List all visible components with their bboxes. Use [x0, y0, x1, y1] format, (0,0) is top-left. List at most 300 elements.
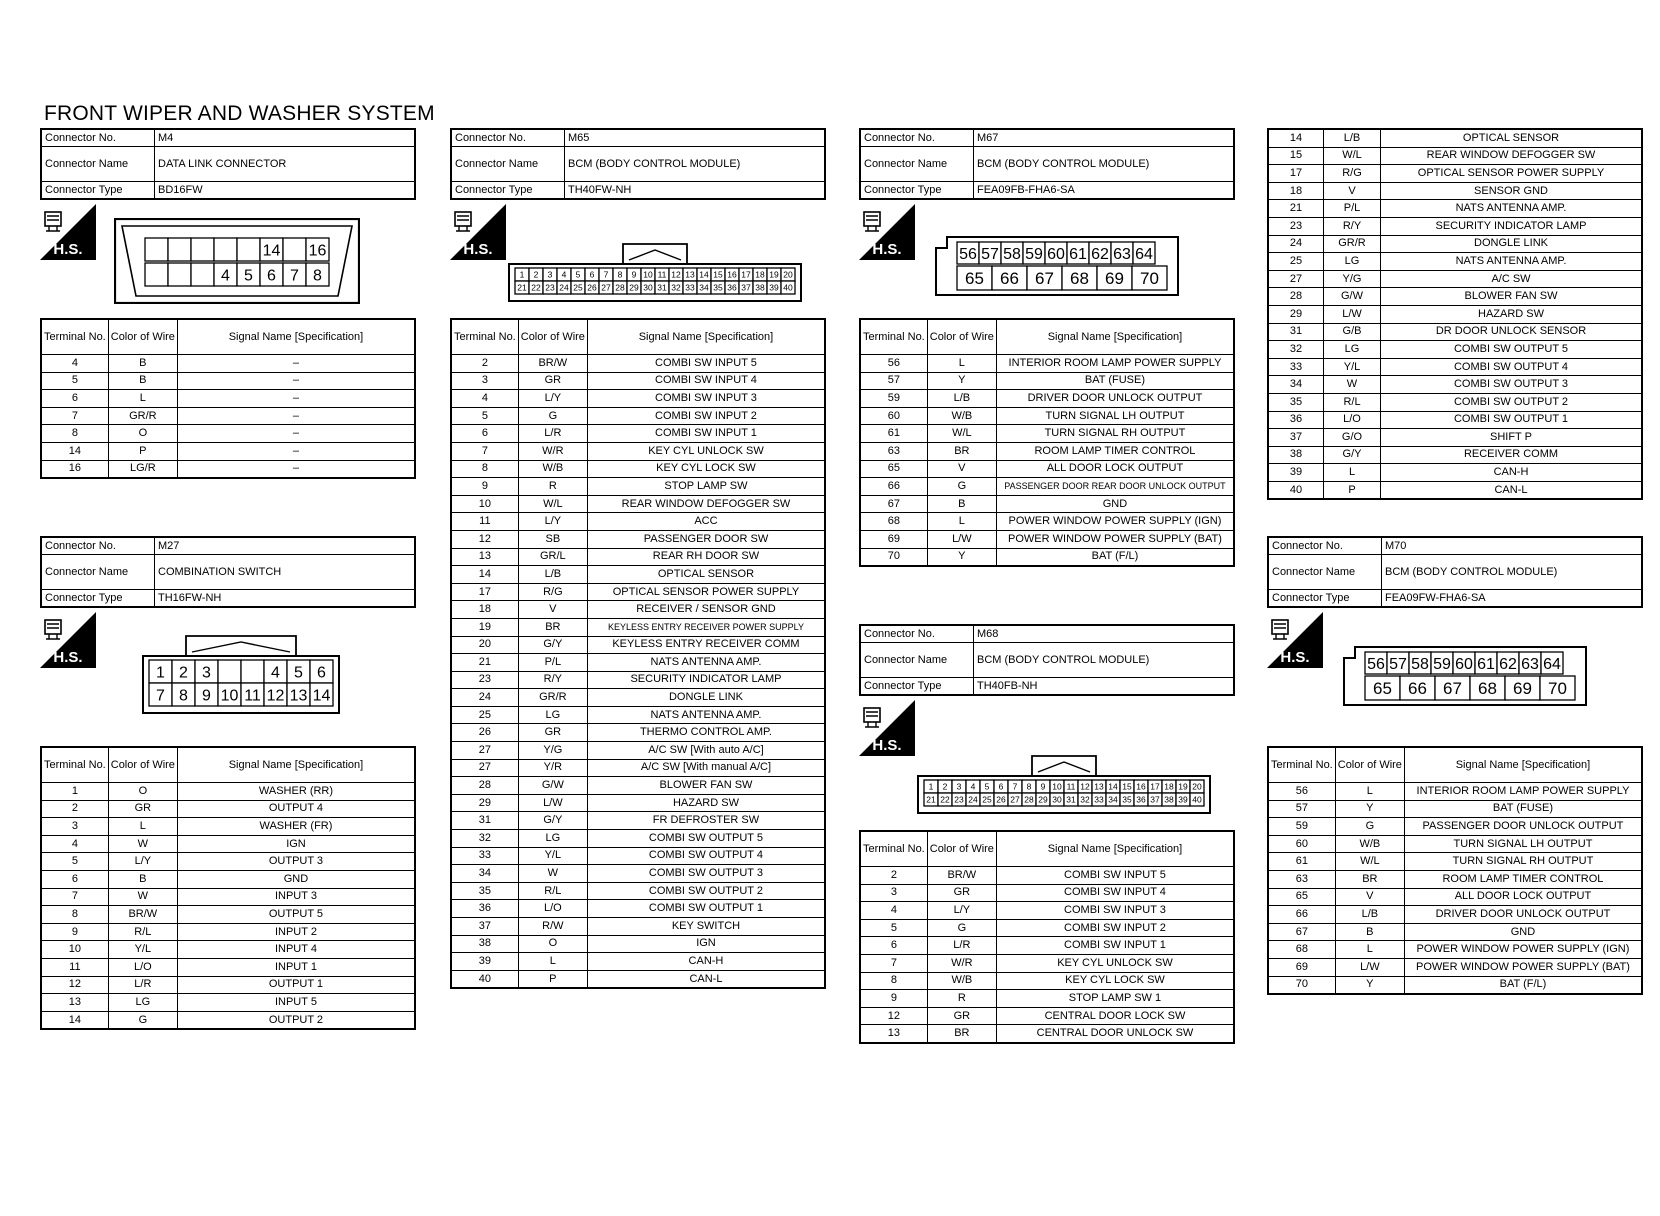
signal-name-cell: CAN-H: [1381, 464, 1643, 482]
signal-name-cell: INPUT 5: [177, 994, 415, 1012]
table-row: [41, 941, 415, 959]
wire-color-cell: L/B: [1324, 129, 1381, 147]
connector-type-label: Connector Type: [860, 182, 974, 200]
terminal-no-cell: 17: [451, 583, 518, 601]
connector-type-value: TH40FB-NH: [974, 678, 1235, 696]
hs-badge-icon: [450, 204, 506, 260]
pin-cavity: [214, 238, 237, 261]
table-row: [1268, 941, 1642, 959]
wire-color-cell: LG: [1324, 341, 1381, 359]
table-row: [451, 460, 825, 478]
signal-name-cell: –: [177, 372, 415, 390]
table-row: [451, 724, 825, 742]
wire-color-cell: LG: [518, 830, 587, 848]
signal-name-cell: TURN SIGNAL RH OUTPUT: [1404, 853, 1642, 871]
connector-name-value: BCM (BODY CONTROL MODULE): [974, 147, 1235, 182]
signal-name-cell: CENTRAL DOOR UNLOCK SW: [996, 1025, 1234, 1043]
terminal-no-cell: 4: [451, 390, 518, 408]
color-of-wire-header: Color of Wire: [108, 747, 177, 783]
pin-number: 7: [603, 269, 609, 280]
signal-name-cell: COMBI SW INPUT 5: [587, 355, 825, 373]
pin-cavity: [191, 263, 214, 286]
terminal-no-cell: 12: [41, 976, 108, 994]
terminal-no-cell: 3: [860, 884, 927, 902]
connector-no-label: Connector No.: [860, 625, 974, 643]
wire-color-cell: V: [927, 460, 996, 478]
wire-color-cell: L/W: [927, 530, 996, 548]
table-row: [860, 884, 1234, 902]
wire-color-cell: L: [1335, 941, 1404, 959]
wire-color-cell: BR/W: [108, 906, 177, 924]
terminal-no-cell: 7: [41, 407, 108, 425]
signal-name-cell: STOP LAMP SW: [587, 478, 825, 496]
pin-number: 15: [713, 269, 723, 280]
terminal-no-cell: 8: [451, 460, 518, 478]
pin-number: 28: [1024, 794, 1034, 805]
signal-name-cell: ALL DOOR LOCK OUTPUT: [1404, 888, 1642, 906]
terminal-no-cell: 29: [1268, 305, 1324, 323]
connector-type-value: TH16FW-NH: [155, 590, 416, 608]
terminal-no-cell: 18: [451, 601, 518, 619]
terminal-no-cell: 31: [1268, 323, 1324, 341]
pin-number: 9: [631, 269, 637, 280]
pin-number: 8: [179, 687, 188, 705]
pin-cavity: [237, 238, 260, 261]
wire-color-cell: B: [108, 870, 177, 888]
signal-name-cell: COMBI SW OUTPUT 4: [587, 847, 825, 865]
hs-badge-icon: [859, 204, 915, 260]
pin-number: 60: [1455, 655, 1473, 673]
signal-name-cell: DRIVER DOOR UNLOCK OUTPUT: [1404, 906, 1642, 924]
wire-color-cell: L: [108, 390, 177, 408]
pin-number: 64: [1543, 655, 1561, 673]
wire-color-cell: L/R: [927, 937, 996, 955]
connector-no-label: Connector No.: [41, 129, 155, 147]
pin-number: 6: [267, 267, 276, 285]
terminal-no-cell: 7: [451, 442, 518, 460]
pin-number: 25: [982, 794, 992, 805]
pin-number: 68: [1478, 679, 1497, 698]
pin-number: 5: [984, 781, 990, 792]
signal-name-cell: A/C SW: [1381, 270, 1643, 288]
wire-color-cell: G: [927, 919, 996, 937]
pin-number: 67: [1035, 269, 1054, 288]
connector-type-value: FEA09FW-FHA6-SA: [1382, 590, 1643, 608]
terminal-no-cell: 56: [860, 355, 927, 373]
terminal-no-cell: 19: [451, 618, 518, 636]
signal-name-cell: SENSOR GND: [1381, 182, 1643, 200]
terminal-no-cell: 66: [1268, 906, 1335, 924]
terminal-no-cell: 33: [1268, 358, 1324, 376]
terminal-no-cell: 60: [860, 407, 927, 425]
table-row: [1268, 376, 1642, 394]
terminal-no-cell: 23: [1268, 217, 1324, 235]
terminal-no-cell: 9: [41, 923, 108, 941]
wire-color-cell: L: [108, 818, 177, 836]
signal-name-cell: OUTPUT 1: [177, 976, 415, 994]
wire-color-cell: W/B: [1335, 835, 1404, 853]
svg-text:H.S.: H.S.: [53, 241, 83, 258]
terminal-no-cell: 3: [41, 818, 108, 836]
pin-number: 9: [1040, 781, 1046, 792]
wire-color-cell: V: [518, 601, 587, 619]
pin-number: 4: [561, 269, 567, 280]
pin-number: 10: [1052, 781, 1062, 792]
table-row: [451, 654, 825, 672]
connector-graphic-area: [1267, 608, 1643, 746]
connector-face-m67: [935, 236, 1179, 296]
table-row: [451, 601, 825, 619]
terminal-no-cell: 5: [451, 407, 518, 425]
table-row: [860, 478, 1234, 496]
signal-name-cell: CENTRAL DOOR LOCK SW: [996, 1007, 1234, 1025]
wire-color-cell: G/Y: [1324, 446, 1381, 464]
terminal-no-cell: 13: [451, 548, 518, 566]
table-row: [41, 958, 415, 976]
pin-number: 8: [313, 267, 322, 285]
terminal-no-cell: 12: [860, 1007, 927, 1025]
color-of-wire-header: Color of Wire: [1335, 747, 1404, 783]
wire-color-cell: LG: [518, 706, 587, 724]
connector-no-value: M65: [565, 129, 826, 147]
wire-color-cell: W: [108, 835, 177, 853]
signal-name-cell: REAR WINDOW DEFOGGER SW: [587, 495, 825, 513]
table-row: [451, 583, 825, 601]
terminal-no-cell: 8: [41, 906, 108, 924]
table-row: [860, 390, 1234, 408]
table-row: [451, 442, 825, 460]
hs-badge-icon: [1267, 612, 1323, 668]
pin-number: 69: [1513, 679, 1532, 698]
wire-color-cell: L/Y: [108, 853, 177, 871]
signal-name-cell: IGN: [587, 935, 825, 953]
terminal-no-cell: 69: [860, 530, 927, 548]
pin-number: 18: [1164, 781, 1174, 792]
connector-face-m27: [142, 632, 340, 714]
signal-name-cell: ROOM LAMP TIMER CONTROL: [1404, 870, 1642, 888]
connector-name-label: Connector Name: [860, 643, 974, 678]
connector-type-label: Connector Type: [41, 182, 155, 200]
connector-graphic-area: [859, 696, 1235, 830]
signal-name-cell: NATS ANTENNA AMP.: [1381, 253, 1643, 271]
pin-number: 23: [545, 282, 555, 293]
wire-color-cell: L/W: [518, 794, 587, 812]
signal-name-cell: INTERIOR ROOM LAMP POWER SUPPLY: [996, 355, 1234, 373]
signal-name-cell: NATS ANTENNA AMP.: [587, 706, 825, 724]
pin-number: 14: [312, 687, 331, 705]
wire-color-cell: G/W: [1324, 288, 1381, 306]
pin-number: 12: [1080, 781, 1090, 792]
connector-header-m65: [450, 128, 826, 200]
pin-number: 31: [657, 282, 667, 293]
signal-name-cell: POWER WINDOW POWER SUPPLY (BAT): [996, 530, 1234, 548]
signal-name-header: Signal Name [Specification]: [996, 319, 1234, 355]
table-row: [451, 706, 825, 724]
wire-color-cell: L/W: [1335, 958, 1404, 976]
pin-number: 18: [755, 269, 765, 280]
wire-color-cell: W: [518, 865, 587, 883]
wire-color-cell: B: [108, 355, 177, 373]
terminal-no-cell: 21: [451, 654, 518, 672]
signal-name-cell: COMBI SW INPUT 4: [587, 372, 825, 390]
pin-number: 7: [290, 267, 299, 285]
table-row: [41, 835, 415, 853]
terminal-no-cell: 31: [451, 812, 518, 830]
signal-name-cell: KEY CYL UNLOCK SW: [996, 954, 1234, 972]
pin-number: 14: [1108, 781, 1118, 792]
wire-color-cell: Y/L: [108, 941, 177, 959]
connector-type-value: BD16FW: [155, 182, 416, 200]
table-row: [41, 906, 415, 924]
signal-name-cell: OUTPUT 5: [177, 906, 415, 924]
terminal-no-cell: 24: [451, 689, 518, 707]
terminal-no-cell: 63: [860, 442, 927, 460]
connector-name-label: Connector Name: [451, 147, 565, 182]
signal-name-cell: BLOWER FAN SW: [1381, 288, 1643, 306]
wire-color-cell: B: [108, 372, 177, 390]
connector-name-value: BCM (BODY CONTROL MODULE): [1382, 555, 1643, 590]
terminal-no-cell: 27: [451, 742, 518, 760]
pin-number: 34: [1108, 794, 1118, 805]
pin-number: 33: [1094, 794, 1104, 805]
pin-number: 12: [671, 269, 681, 280]
signal-name-cell: COMBI SW OUTPUT 2: [1381, 393, 1643, 411]
connector-face-m4: [114, 218, 360, 304]
table-row: [41, 442, 415, 460]
pin-number: 59: [1025, 245, 1043, 263]
terminal-no-cell: 4: [860, 902, 927, 920]
wire-color-cell: W/L: [927, 425, 996, 443]
table-row: [451, 355, 825, 373]
wire-color-cell: Y: [927, 372, 996, 390]
signal-name-cell: SHIFT P: [1381, 429, 1643, 447]
table-row: [860, 442, 1234, 460]
wire-color-cell: R: [518, 478, 587, 496]
wire-color-cell: B: [1335, 923, 1404, 941]
table-row: [451, 530, 825, 548]
connector-type-value: FEA09FB-FHA6-SA: [974, 182, 1235, 200]
signal-name-cell: COMBI SW INPUT 3: [587, 390, 825, 408]
wire-color-cell: B: [927, 495, 996, 513]
pin-number: 24: [968, 794, 978, 805]
signal-name-cell: COMBI SW OUTPUT 5: [1381, 341, 1643, 359]
wire-color-cell: V: [1324, 182, 1381, 200]
wire-color-cell: W/R: [927, 954, 996, 972]
table-row: [860, 902, 1234, 920]
table-row: [1268, 958, 1642, 976]
connector-block-m27: [40, 536, 416, 1030]
wire-color-cell: Y: [927, 548, 996, 566]
pin-number: 32: [1080, 794, 1090, 805]
pin-number: 22: [940, 794, 950, 805]
wire-color-cell: W: [1324, 376, 1381, 394]
signal-name-cell: DONGLE LINK: [587, 689, 825, 707]
terminal-no-cell: 37: [451, 918, 518, 936]
connector-graphic-area: [859, 200, 1235, 318]
signal-name-cell: DRIVER DOOR UNLOCK OUTPUT: [996, 390, 1234, 408]
table-row: [41, 355, 415, 373]
pin-number: 66: [1000, 269, 1019, 288]
terminal-no-cell: 13: [41, 994, 108, 1012]
wire-color-cell: Y: [1335, 976, 1404, 994]
color-of-wire-header: Color of Wire: [518, 319, 587, 355]
table-row: [1268, 888, 1642, 906]
pin-number: 13: [289, 687, 308, 705]
terminal-no-cell: 60: [1268, 835, 1335, 853]
table-row: [860, 990, 1234, 1008]
signal-name-cell: HAZARD SW: [1381, 305, 1643, 323]
connector-face-m70: [1343, 646, 1587, 706]
signal-name-cell: OUTPUT 4: [177, 800, 415, 818]
wire-color-cell: GR: [518, 372, 587, 390]
table-row: [451, 900, 825, 918]
hs-badge-icon: [40, 204, 96, 260]
pin-number: 1: [156, 664, 165, 682]
pin-number: 21: [926, 794, 936, 805]
pin-number: 58: [1003, 245, 1021, 263]
table-row: [451, 513, 825, 531]
page-title: FRONT WIPER AND WASHER SYSTEM: [44, 102, 435, 125]
pin-number: 20: [1192, 781, 1202, 792]
wire-color-cell: L/O: [518, 900, 587, 918]
signal-name-cell: COMBI SW INPUT 2: [996, 919, 1234, 937]
connector-type-value: TH40FW-NH: [565, 182, 826, 200]
wire-color-cell: LG: [108, 994, 177, 1012]
pin-number: 24: [559, 282, 569, 293]
terminal-no-cell: 2: [451, 355, 518, 373]
table-row: [451, 777, 825, 795]
signal-name-cell: COMBI SW OUTPUT 4: [1381, 358, 1643, 376]
terminal-no-cell: 65: [860, 460, 927, 478]
terminal-no-cell: 39: [451, 953, 518, 971]
signal-name-cell: BAT (FUSE): [1404, 800, 1642, 818]
table-row: [1268, 200, 1642, 218]
table-row: [41, 888, 415, 906]
wire-color-cell: G/W: [518, 777, 587, 795]
table-row: [860, 513, 1234, 531]
pin-number: 35: [1122, 794, 1132, 805]
wire-color-cell: P: [108, 442, 177, 460]
table-row: [41, 853, 415, 871]
signal-name-cell: BLOWER FAN SW: [587, 777, 825, 795]
signal-name-cell: GND: [1404, 923, 1642, 941]
terminal-no-header: Terminal No.: [41, 319, 108, 355]
wire-color-cell: P: [1324, 481, 1381, 499]
signal-name-cell: KEY CYL LOCK SW: [996, 972, 1234, 990]
table-row: [41, 923, 415, 941]
table-row: [451, 935, 825, 953]
wire-color-cell: W/R: [518, 442, 587, 460]
signal-name-cell: BAT (FUSE): [996, 372, 1234, 390]
connector-header-m4: [40, 128, 416, 200]
table-row: [451, 953, 825, 971]
terminal-no-cell: 7: [860, 954, 927, 972]
table-row: [451, 372, 825, 390]
signal-name-cell: TURN SIGNAL RH OUTPUT: [996, 425, 1234, 443]
table-row: [451, 689, 825, 707]
signal-name-cell: COMBI SW INPUT 3: [996, 902, 1234, 920]
wire-color-cell: P: [518, 970, 587, 988]
connector-no-label: Connector No.: [1268, 537, 1382, 555]
connector-type-label: Connector Type: [41, 590, 155, 608]
svg-text:H.S.: H.S.: [872, 737, 902, 754]
pin-number: 37: [1150, 794, 1160, 805]
terminal-no-cell: 56: [1268, 783, 1335, 801]
wire-color-cell: L/O: [108, 958, 177, 976]
pin-number: 10: [643, 269, 653, 280]
wire-color-cell: G/B: [1324, 323, 1381, 341]
connector-header-m68: [859, 624, 1235, 696]
signal-name-cell: COMBI SW OUTPUT 5: [587, 830, 825, 848]
connector-block-m65: [450, 128, 826, 989]
table-row: [1268, 305, 1642, 323]
table-row: [1268, 429, 1642, 447]
terminal-no-cell: 6: [860, 937, 927, 955]
connector-graphic-area: [40, 200, 416, 318]
pin-number: 27: [1010, 794, 1020, 805]
signal-name-cell: KEY CYL LOCK SW: [587, 460, 825, 478]
signal-name-cell: COMBI SW OUTPUT 3: [1381, 376, 1643, 394]
connector-no-label: Connector No.: [860, 129, 974, 147]
pin-number: 59: [1433, 655, 1451, 673]
terminal-no-cell: 63: [1268, 870, 1335, 888]
terminal-no-header: Terminal No.: [860, 319, 927, 355]
pin-number: 38: [1164, 794, 1174, 805]
signal-name-cell: WASHER (RR): [177, 783, 415, 801]
table-row: [1268, 235, 1642, 253]
terminal-no-cell: 36: [451, 900, 518, 918]
pin-number: 39: [769, 282, 779, 293]
signal-name-cell: –: [177, 407, 415, 425]
terminal-no-cell: 7: [41, 888, 108, 906]
signal-name-cell: ALL DOOR LOCK OUTPUT: [996, 460, 1234, 478]
wire-color-cell: GR: [927, 884, 996, 902]
terminal-no-cell: 12: [451, 530, 518, 548]
terminal-no-cell: 18: [1268, 182, 1324, 200]
table-row: [1268, 341, 1642, 359]
wire-color-cell: LG: [1324, 253, 1381, 271]
pin-number: 33: [685, 282, 695, 293]
table-row: [860, 972, 1234, 990]
pin-number: 12: [266, 687, 285, 705]
terminal-no-cell: 37: [1268, 429, 1324, 447]
connector-block-m68-continued: [1267, 128, 1643, 500]
signal-name-cell: COMBI SW OUTPUT 1: [587, 900, 825, 918]
connector-name-value: BCM (BODY CONTROL MODULE): [974, 643, 1235, 678]
connector-graphic-area: [40, 608, 416, 746]
terminal-no-cell: 40: [451, 970, 518, 988]
terminal-no-cell: 10: [451, 495, 518, 513]
table-row: [451, 970, 825, 988]
pin-number: 20: [783, 269, 793, 280]
hs-badge-icon: [40, 612, 96, 668]
wire-color-cell: GR: [108, 800, 177, 818]
wire-color-cell: SB: [518, 530, 587, 548]
pin-number: 29: [629, 282, 639, 293]
wire-color-cell: R: [927, 990, 996, 1008]
pin-number: 8: [1026, 781, 1032, 792]
pin-number: 15: [1122, 781, 1132, 792]
wire-color-cell: LG/R: [108, 460, 177, 478]
pin-number: 66: [1408, 679, 1427, 698]
table-row: [1268, 853, 1642, 871]
pin-number: 16: [727, 269, 737, 280]
pin-number: 23: [954, 794, 964, 805]
table-row: [860, 530, 1234, 548]
connector-face-m65: [508, 240, 802, 302]
signal-name-cell: INTERIOR ROOM LAMP POWER SUPPLY: [1404, 783, 1642, 801]
pin-number: 26: [996, 794, 1006, 805]
